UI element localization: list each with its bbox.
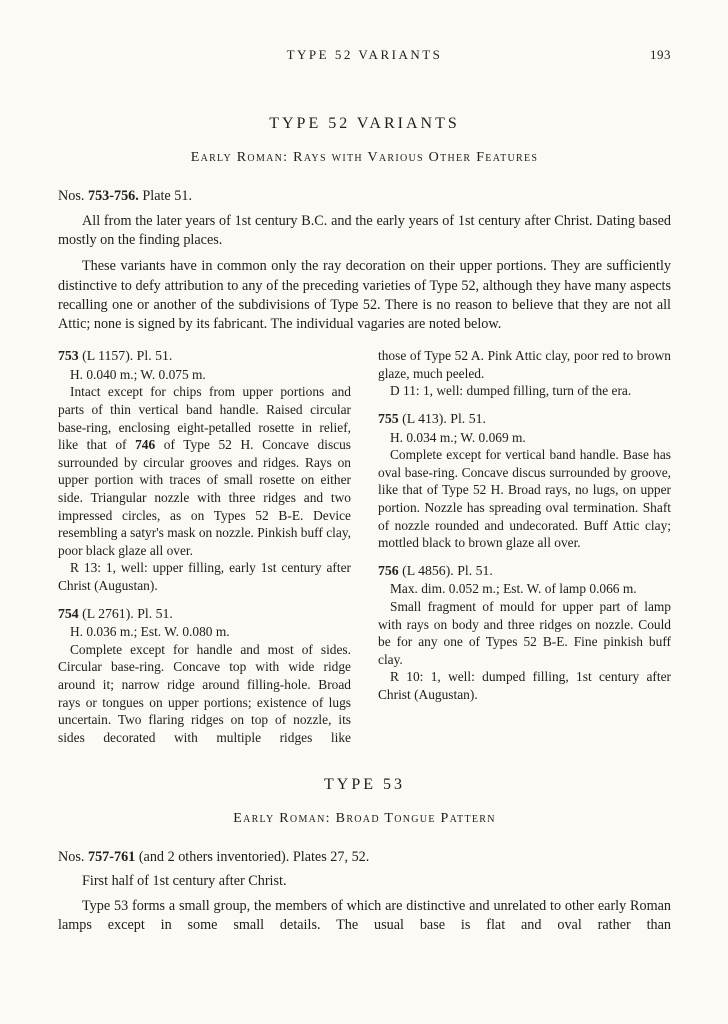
entry-753-crossref-746: 746	[135, 437, 156, 453]
intro-paragraph-1: All from the later years of 1st century B.C. and the early years of 1st century after Christ. Dating based mostly on the finding places.	[58, 213, 671, 249]
date-line-type53: First half of 1st century after Christ.	[82, 873, 287, 890]
nos-line-type52	[58, 188, 671, 205]
entry-755-description: Complete except for vertical band handle. Base has oval base-ring. Concave discus surrounded by groove, like that of Type 52 H. Broad rays, no lugs, on upper portion. Nozzle has spreading oval termination. Shaft of nozzle rounded and undecorated. Buff Attic clay; mottled black to brown glaze all over.	[378, 447, 671, 551]
section-subtitle-type52: Early Roman: Rays with Various Other Features	[190, 150, 539, 165]
nos-range-type52: 753-756.	[87, 188, 139, 204]
entry-753-heading-rest: (L 1157). Pl. 51.	[78, 348, 173, 364]
section-title-type53: TYPE 53	[324, 776, 405, 794]
catalog-column-right	[378, 347, 671, 746]
entry-754-dimensions: H. 0.036 m.; Est. W. 0.080 m.	[70, 624, 230, 640]
catalog-entry-755	[378, 410, 671, 552]
catalog-entry-756	[378, 562, 671, 704]
catalog-entry-754	[58, 605, 351, 747]
entry-753-description	[58, 383, 351, 559]
entry-756-dimensions: Max. dim. 0.052 m.; Est. W. of lamp 0.066 m.	[390, 581, 637, 597]
entry-754-description-continued: those of Type 52 A. Pink Attic clay, poor red to brown glaze, much peeled.	[378, 348, 671, 381]
entry-753-description-part1: Intact except for chips from upper portions and parts of thin vertical band handle. Raised circular base-ring, enclosing eight-petalled rosette in relief, like that of	[58, 384, 351, 453]
entry-754-heading-rest: (L 2761). Pl. 51.	[78, 605, 173, 621]
entry-756-heading	[378, 562, 671, 580]
running-header-title: TYPE 52 VARIANTS	[286, 47, 443, 62]
entry-753-number: 753	[58, 348, 79, 364]
entry-756-number: 756	[378, 562, 399, 578]
section-title-type52: TYPE 52 VARIANTS	[269, 115, 460, 132]
nos-prefix-type52: Nos.	[58, 188, 88, 204]
nos-suffix-type53: (and 2 others inventoried). Plates 27, 52.	[135, 849, 370, 866]
entry-756-description: Small fragment of mould for upper part of lamp with rays on body and three ridges on nozzle. Could be for any one of Types 52 B-E. Fine pinkish buff clay.	[378, 598, 671, 667]
entry-755-dimensions: H. 0.034 m.; W. 0.069 m.	[390, 429, 526, 445]
entry-755-number: 755	[378, 411, 399, 426]
entry-756-provenance: R 10: 1, well: dumped filling, 1st century after Christ (Augustan).	[378, 669, 671, 702]
entry-755-heading	[378, 410, 671, 428]
nos-line-type53	[58, 849, 671, 866]
page-number: 193	[650, 47, 671, 62]
entry-754-number: 754	[58, 605, 79, 621]
entry-756-heading-rest: (L 4856). Pl. 51.	[398, 562, 493, 578]
catalog-entry-753	[58, 347, 351, 594]
catalog-column-left	[58, 347, 351, 746]
running-header	[58, 47, 671, 63]
entry-754-description: Complete except for handle and most of sides. Circular base-ring. Concave top with wide ridge around it; narrow ridge around filling-hole. Broad rays or tongues on upper portions; existence of lugs uncertain. Two flaring ridges on top of nozzle, its sides decorated with multiple ridges like	[58, 641, 351, 745]
entry-754-provenance: D 11: 1, well: dumped filling, turn of the era.	[390, 383, 632, 399]
catalog-columns	[58, 347, 671, 746]
entry-754-heading	[58, 605, 351, 623]
catalog-entry-754-continuation	[378, 347, 671, 400]
entry-753-heading	[58, 347, 351, 365]
intro-paragraph-2: These variants have in common only the ray decoration on their upper portions. They are sufficiently distinctive to defy attribution to any of the preceding varieties of Type 52, although they have many aspects recalling one or another of the subdivisions of Type 52. There is no reason to believe that they are not all Attic; none is signed by its fabricant. The individual vagaries are noted below.	[58, 258, 671, 333]
nos-suffix-type52: Plate 51.	[138, 188, 193, 204]
entry-753-provenance: R 13: 1, well: upper filling, early 1st century after Christ (Augustan).	[58, 560, 351, 593]
nos-prefix-type53: Nos.	[58, 849, 88, 866]
nos-range-type53: 757-761	[87, 849, 136, 866]
type53-paragraph: Type 53 forms a small group, the members of which are distinctive and unrelated to other early Roman lamps except in some small details. The usual base is flat and oval rather than	[58, 898, 671, 934]
entry-755-heading-rest: (L 413). Pl. 51.	[398, 411, 486, 426]
entry-753-description-part2: of Type 52 H. Concave discus surrounded by circular grooves and ridges. Rays on upper portion with traces of small rosette on either side. Triangular nozzle with three ridges and two impressed circles, as on Types 52 B-E. Device resembling a satyr's mask on nozzle. Pinkish buff clay, poor black glaze all over.	[58, 437, 352, 558]
section-subtitle-type53: Early Roman: Broad Tongue Pattern	[233, 811, 496, 827]
entry-753-dimensions: H. 0.040 m.; W. 0.075 m.	[70, 366, 206, 382]
